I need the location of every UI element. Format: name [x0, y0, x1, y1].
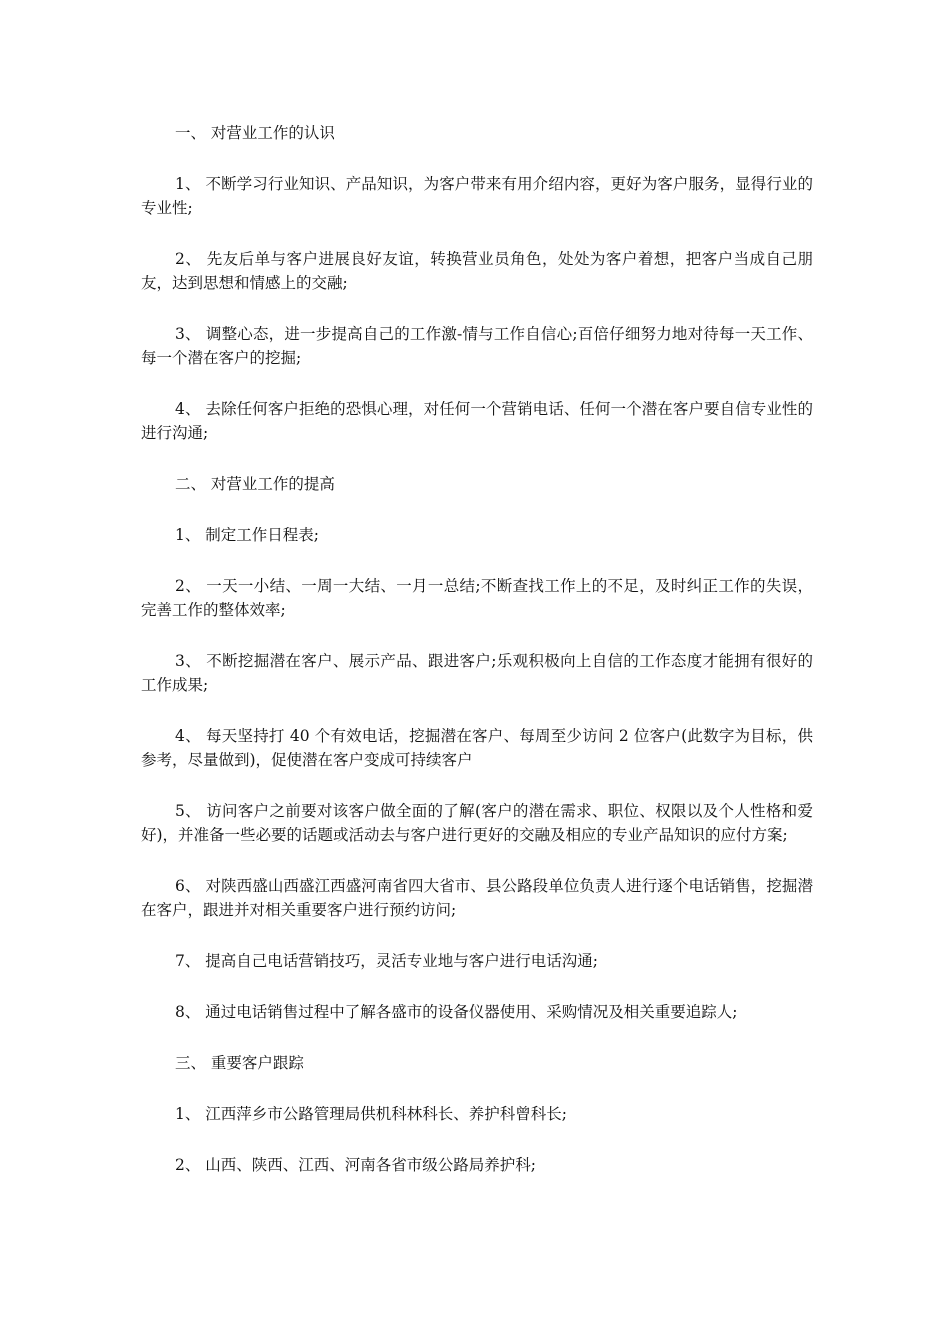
paragraph: 8、 通过电话销售过程中了解各盛市的设备仪器使用、采购情况及相关重要追踪人;: [175, 1003, 738, 1021]
paragraph: 7、 提高自己电话营销技巧，灵活专业地与客户进行电话沟通;: [175, 952, 599, 970]
document-body: [141, 121, 813, 1204]
paragraph: 4、 每天坚持打 40 个有效电话，挖掘潜在客户、每周至少访问 2 位客户(此数字为目标，供参考，尽量做到)，促使潜在客户变成可持续客户: [141, 727, 813, 769]
paragraph: 6、 对陕西盛山西盛江西盛河南省四大省市、县公路段单位负责人进行逐个电话销售，挖掘潜在客户，跟进并对相关重要客户进行预约访问;: [141, 877, 813, 919]
paragraph: 4、 去除任何客户拒绝的恐惧心理，对任何一个营销电话、任何一个潜在客户要自信专业性的进行沟通;: [141, 400, 813, 442]
paragraph: 2、 一天一小结、一周一大结、一月一总结;不断查找工作上的不足，及时纠正工作的失误，完善工作的整体效率;: [141, 577, 813, 619]
paragraph: 2、 先友后单与客户进展良好友谊，转换营业员角色，处处为客户着想，把客户当成自己朋友，达到思想和情感上的交融;: [141, 250, 813, 292]
section-heading-1: 一、 对营业工作的认识: [175, 124, 335, 142]
paragraph: 3、 不断挖掘潜在客户、展示产品、跟进客户;乐观积极向上自信的工作态度才能拥有很好的工作成果;: [141, 652, 813, 694]
paragraph: 1、 制定工作日程表;: [175, 526, 320, 544]
section-heading-2: 二、 对营业工作的提高: [175, 475, 335, 493]
paragraph: 3、 调整心态，进一步提高自己的工作激-情与工作自信心;百倍仔细努力地对待每一天工作、每一个潜在客户的挖掘;: [141, 325, 813, 367]
section-heading-3: 三、 重要客户跟踪: [175, 1054, 304, 1072]
paragraph: 1、 不断学习行业知识、产品知识，为客户带来有用介绍内容，更好为客户服务，显得行业的专业性;: [141, 175, 813, 217]
paragraph: 1、 江西萍乡市公路管理局供机科林科长、养护科曾科长;: [175, 1105, 568, 1123]
paragraph: 2、 山西、陕西、江西、河南各省市级公路局养护科;: [175, 1156, 537, 1174]
paragraph: 5、 访问客户之前要对该客户做全面的了解(客户的潜在需求、职位、权限以及个人性格和爱好)，并准备一些必要的话题或活动去与客户进行更好的交融及相应的专业产品知识的应付方案;: [141, 802, 813, 844]
